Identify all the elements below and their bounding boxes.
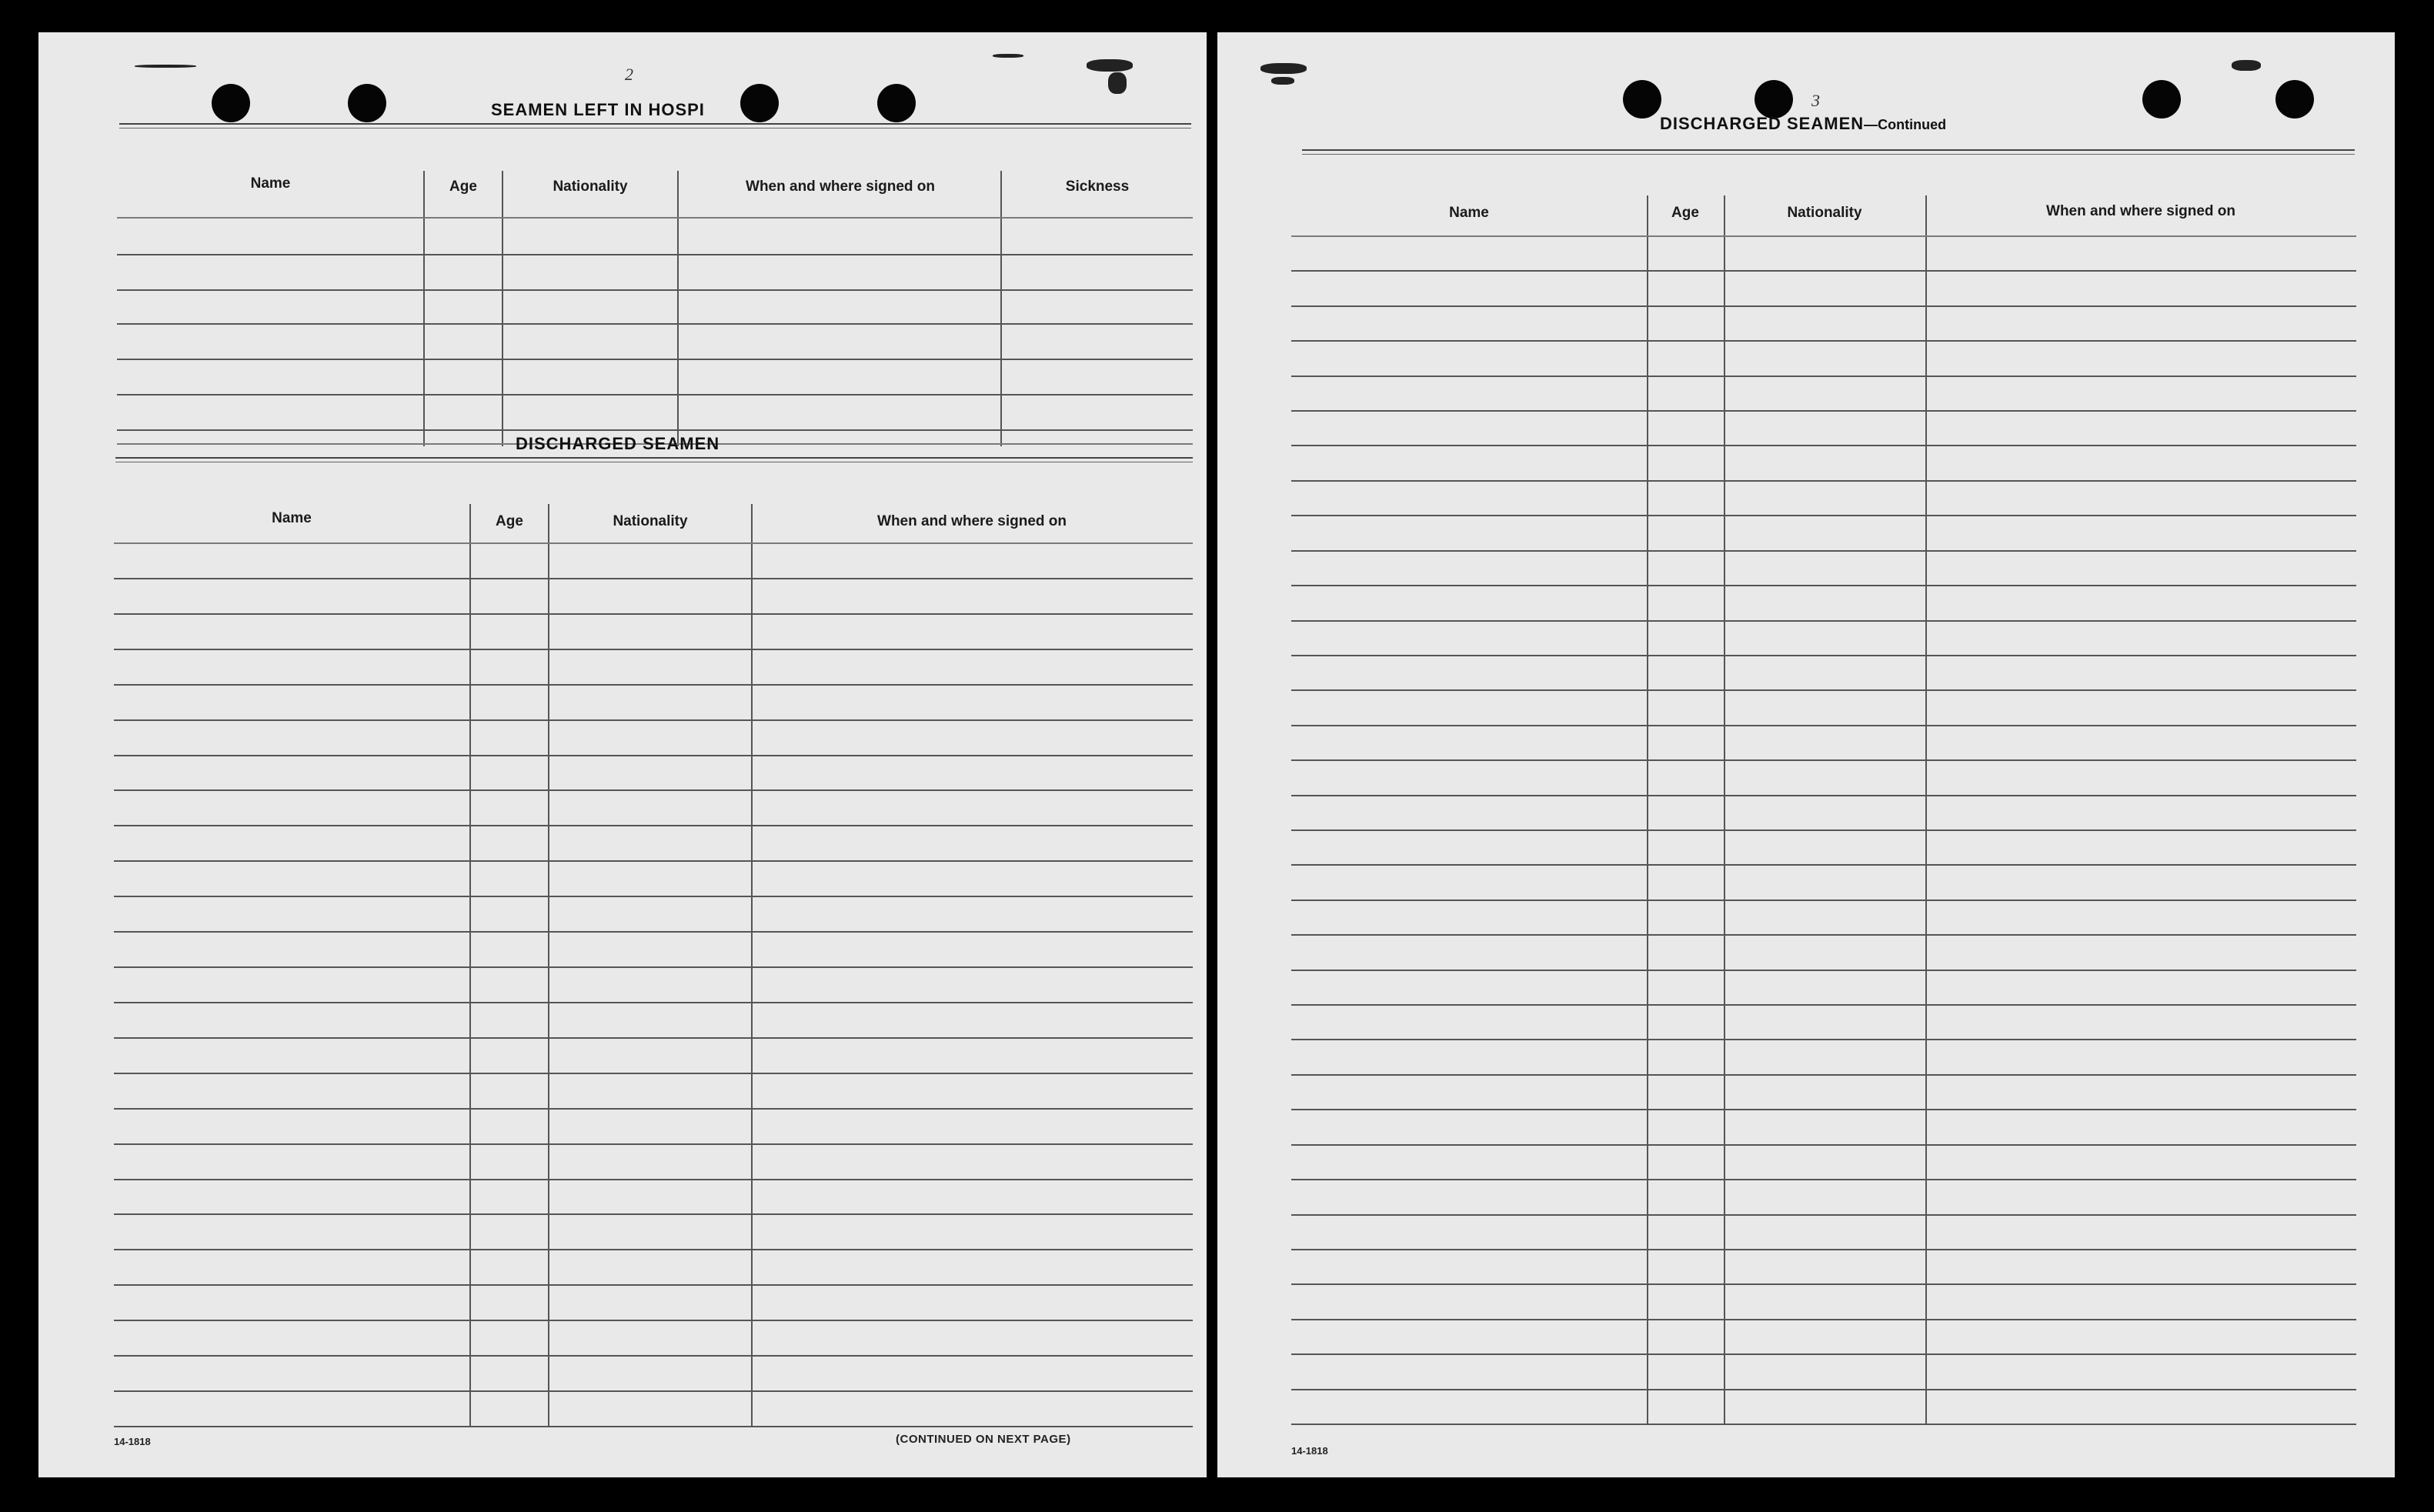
- table-row-line: [114, 1213, 1193, 1215]
- table-row-line: [114, 896, 1193, 897]
- punch-hole: [348, 84, 386, 122]
- table-row-line: [1291, 725, 2356, 726]
- ink-blot: [1087, 59, 1133, 72]
- table-row-line: [114, 755, 1193, 756]
- table-row-line: [1291, 970, 2356, 971]
- column-divider: [469, 504, 471, 1427]
- table-row-line: [1291, 550, 2356, 552]
- double-rule: [119, 123, 1191, 125]
- discharged-continued-table: [1291, 159, 2356, 1428]
- table-row-line: [1291, 900, 2356, 901]
- column-divider: [423, 171, 425, 446]
- header-separator: [1291, 235, 2356, 237]
- discharged-table: [114, 467, 1193, 1429]
- table-row-line: [1291, 795, 2356, 796]
- table-row-line: [114, 825, 1193, 826]
- column-header-nationality: Nationality: [613, 513, 688, 529]
- column-header-name: Name: [272, 510, 312, 526]
- punch-hole: [2275, 80, 2314, 118]
- punch-hole: [877, 84, 916, 122]
- table-row-line: [114, 1426, 1193, 1427]
- column-divider: [1925, 195, 1927, 1425]
- table-row-line: [1291, 1179, 2356, 1180]
- double-rule: [115, 457, 1193, 459]
- table-row-line: [114, 1002, 1193, 1003]
- table-row-line: [114, 860, 1193, 862]
- table-row-line: [1291, 1283, 2356, 1285]
- table-row-line: [1291, 1074, 2356, 1076]
- table-row-line: [114, 931, 1193, 933]
- table-row-line: [114, 1037, 1193, 1039]
- ink-blot: [1108, 72, 1127, 94]
- header-separator: [117, 217, 1193, 219]
- ink-blot: [1271, 77, 1294, 85]
- column-divider: [1724, 195, 1725, 1425]
- continued-note: (CONTINUED ON NEXT PAGE): [896, 1433, 1071, 1446]
- table-row-line: [1291, 934, 2356, 936]
- table-row-line: [114, 649, 1193, 650]
- table-row-line: [1291, 270, 2356, 272]
- ink-blot: [993, 54, 1023, 58]
- table-row-line: [117, 429, 1193, 431]
- continued-section-title: [1660, 114, 1946, 134]
- table-row-line: [1291, 515, 2356, 516]
- column-header-sickness: Sickness: [1065, 179, 1130, 195]
- table-row-line: [1291, 689, 2356, 691]
- table-row-line: [114, 1390, 1193, 1392]
- table-row-line: [1291, 1004, 2356, 1006]
- table-row-line: [114, 1143, 1193, 1145]
- table-row-line: [1291, 1249, 2356, 1250]
- column-header-age: Age: [449, 179, 477, 195]
- table-row-line: [1291, 1389, 2356, 1390]
- table-row-line: [114, 1320, 1193, 1321]
- table-row-line: [1291, 410, 2356, 412]
- column-header-nationality: Nationality: [1787, 205, 1862, 221]
- page-number: 3: [1811, 91, 1820, 110]
- table-row-line: [114, 719, 1193, 721]
- table-row-line: [114, 1073, 1193, 1074]
- table-row-line: [1291, 480, 2356, 482]
- table-row-line: [1291, 759, 2356, 761]
- table-row-line: [1291, 829, 2356, 831]
- table-row-line: [1291, 1319, 2356, 1320]
- table-row-line: [117, 254, 1193, 255]
- ink-blot: [135, 65, 196, 68]
- column-header-signed-on: When and where signed on: [746, 179, 935, 195]
- table-row-line: [1291, 445, 2356, 446]
- punch-hole: [212, 84, 250, 122]
- column-header-signed-on: When and where signed on: [2046, 203, 2235, 219]
- table-row-line: [1291, 1214, 2356, 1216]
- table-row-line: [117, 359, 1193, 360]
- table-row-line: [114, 1108, 1193, 1110]
- column-header-age: Age: [496, 513, 523, 529]
- table-row-line: [1291, 655, 2356, 656]
- double-rule: [1302, 149, 2355, 151]
- table-row-line: [1291, 864, 2356, 866]
- table-row-line: [117, 323, 1193, 325]
- continued-suffix: —Continued: [1864, 117, 1947, 132]
- table-row-line: [1291, 375, 2356, 377]
- table-row-line: [1291, 1144, 2356, 1146]
- table-row-line: [114, 1249, 1193, 1250]
- ink-blot: [1260, 63, 1307, 74]
- table-row-line: [114, 966, 1193, 968]
- column-divider: [548, 504, 549, 1427]
- discharged-section-title: DISCHARGED SEAMEN: [516, 434, 720, 453]
- table-row-line: [114, 578, 1193, 579]
- table-row-line: [1291, 1039, 2356, 1040]
- column-header-name: Name: [250, 175, 291, 192]
- punch-hole: [740, 84, 779, 122]
- table-row-line: [114, 684, 1193, 686]
- column-divider: [1647, 195, 1648, 1425]
- column-divider: [751, 504, 753, 1427]
- hospital-table: [117, 132, 1193, 448]
- table-row-line: [1291, 1109, 2356, 1110]
- form-number: 14-1818: [114, 1436, 151, 1447]
- form-number: 14-1818: [1291, 1445, 1328, 1457]
- column-header-name: Name: [1449, 205, 1489, 221]
- table-row-line: [114, 613, 1193, 615]
- left-page: [38, 32, 1207, 1477]
- punch-hole: [1623, 80, 1661, 118]
- header-separator: [114, 542, 1193, 544]
- table-row-line: [1291, 585, 2356, 586]
- column-header-signed-on: When and where signed on: [877, 513, 1067, 529]
- table-row-line: [1291, 305, 2356, 307]
- page-number: 2: [625, 65, 633, 84]
- ink-blot: [2232, 60, 2261, 71]
- column-header-age: Age: [1671, 205, 1699, 221]
- right-page: [1217, 32, 2395, 1477]
- table-row-line: [117, 394, 1193, 396]
- punch-hole: [1755, 80, 1793, 118]
- table-row-line: [114, 1284, 1193, 1286]
- punch-hole: [2142, 80, 2181, 118]
- table-row-line: [117, 289, 1193, 291]
- table-row-line: [1291, 1353, 2356, 1355]
- double-rule: [119, 128, 1191, 129]
- double-rule: [1302, 154, 2355, 155]
- table-row-line: [1291, 620, 2356, 622]
- table-row-line: [1291, 340, 2356, 342]
- column-divider: [1000, 171, 1002, 446]
- table-row-line: [114, 1179, 1193, 1180]
- column-divider: [502, 171, 503, 446]
- hospital-section-title: SEAMEN LEFT IN HOSPI: [491, 100, 705, 119]
- table-row-line: [114, 1355, 1193, 1357]
- table-row-line: [114, 789, 1193, 791]
- continued-section-title-main: DISCHARGED SEAMEN: [1660, 114, 1865, 133]
- column-divider: [677, 171, 679, 446]
- table-row-line: [1291, 1424, 2356, 1425]
- column-header-nationality: Nationality: [553, 179, 628, 195]
